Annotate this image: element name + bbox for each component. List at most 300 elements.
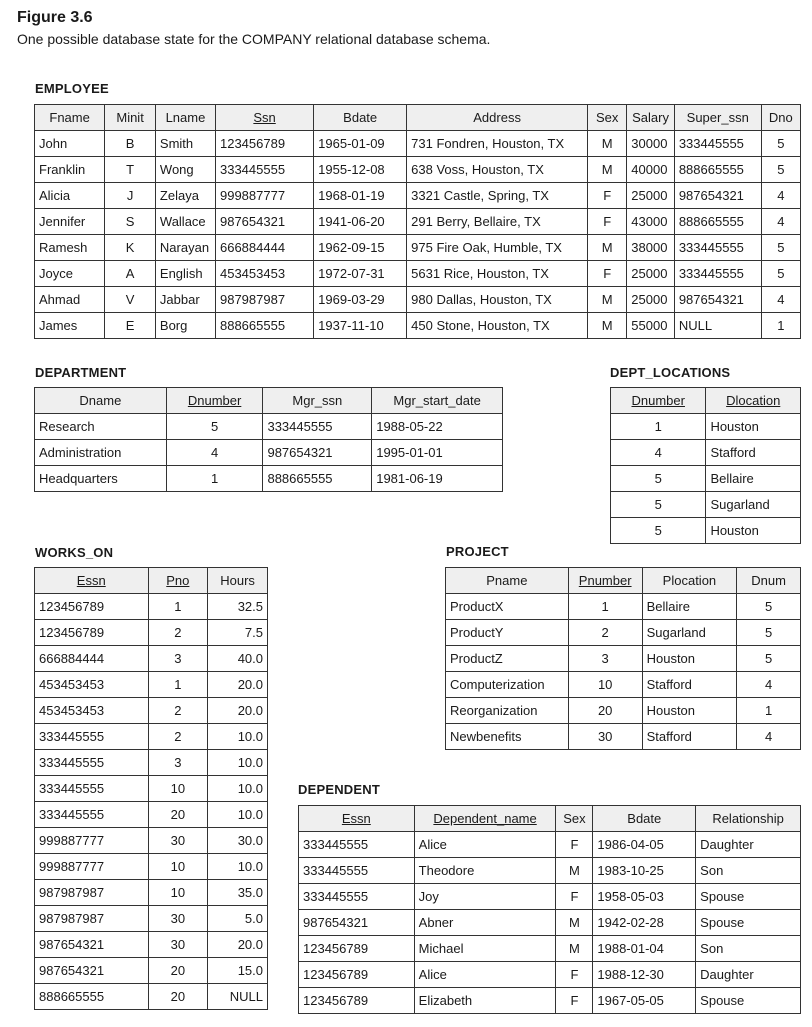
- table-row: [35, 157, 801, 183]
- dependent-cell: Alice: [414, 962, 556, 988]
- employee-cell: English: [155, 261, 215, 287]
- project-cell: Computerization: [446, 672, 569, 698]
- employee-cell: Wallace: [155, 209, 215, 235]
- table-row: [35, 261, 801, 287]
- employee-cell: J: [105, 183, 156, 209]
- employee-cell: 5: [761, 235, 800, 261]
- works-on-cell: 453453453: [35, 672, 149, 698]
- employee-cell: 40000: [627, 157, 675, 183]
- table-row: [35, 724, 268, 750]
- employee-cell: 731 Fondren, Houston, TX: [407, 131, 588, 157]
- employee-cell: 638 Voss, Houston, TX: [407, 157, 588, 183]
- dept-locations-table: [610, 387, 801, 544]
- works-on-column-header: [35, 568, 149, 594]
- dependent-column-label: Essn: [341, 811, 371, 826]
- works-on-column-header: [148, 568, 208, 594]
- works-on-cell: 333445555: [35, 750, 149, 776]
- employee-column-header: [314, 105, 407, 131]
- dependent-cell: F: [556, 832, 593, 858]
- employee-column-header: [105, 105, 156, 131]
- works-on-column-label: Pno: [166, 573, 190, 588]
- dependent-cell: Son: [696, 936, 801, 962]
- dept-locations-cell: Houston: [706, 414, 801, 440]
- table-row: [611, 466, 801, 492]
- dependent-column-header: [299, 806, 415, 832]
- department-cell: 1988-05-22: [372, 414, 503, 440]
- project-column-header: [737, 568, 801, 594]
- project-cell: 3: [568, 646, 642, 672]
- dependent-cell: 1986-04-05: [593, 832, 696, 858]
- project-column-header: [446, 568, 569, 594]
- works-on-cell: 10.0: [208, 854, 268, 880]
- table-row: [35, 932, 268, 958]
- table-row: [35, 209, 801, 235]
- employee-cell: John: [35, 131, 105, 157]
- dependent-cell: 1983-10-25: [593, 858, 696, 884]
- employee-cell: 333445555: [674, 261, 761, 287]
- project-cell: ProductY: [446, 620, 569, 646]
- dependent-cell: 123456789: [299, 962, 415, 988]
- employee-cell: 4: [761, 183, 800, 209]
- works-on-cell: 10: [148, 854, 208, 880]
- employee-cell: 1972-07-31: [314, 261, 407, 287]
- dependent-cell: F: [556, 884, 593, 910]
- table-row: [35, 131, 801, 157]
- dependent-cell: Son: [696, 858, 801, 884]
- employee-cell: 999887777: [215, 183, 313, 209]
- works-on-cell: 2: [148, 698, 208, 724]
- table-row: [446, 698, 801, 724]
- employee-cell: 333445555: [674, 235, 761, 261]
- dependent-cell: Michael: [414, 936, 556, 962]
- project-cell: Stafford: [642, 672, 737, 698]
- employee-cell: 30000: [627, 131, 675, 157]
- employee-cell: Borg: [155, 313, 215, 339]
- works-on-cell: 123456789: [35, 620, 149, 646]
- employee-cell: 25000: [627, 183, 675, 209]
- department-cell: 1: [166, 466, 263, 492]
- dependent-column-header: [696, 806, 801, 832]
- works-on-cell: 2: [148, 620, 208, 646]
- dependent-cell: F: [556, 962, 593, 988]
- project-cell: 30: [568, 724, 642, 750]
- works-on-cell: 20.0: [208, 932, 268, 958]
- employee-header-row: [35, 105, 801, 131]
- dept-locations-column-label: Dnumber: [631, 393, 685, 408]
- figure-caption: One possible database state for the COMPANY relational database schema.: [17, 31, 491, 47]
- employee-column-label: Ssn: [253, 110, 276, 125]
- project-cell: Reorganization: [446, 698, 569, 724]
- works-on-cell: 987654321: [35, 958, 149, 984]
- dependent-cell: Elizabeth: [414, 988, 556, 1014]
- department-cell: 888665555: [263, 466, 372, 492]
- project-column-header: [642, 568, 737, 594]
- employee-cell: 5: [761, 131, 800, 157]
- project-cell: Sugarland: [642, 620, 737, 646]
- employee-column-label: Dno: [768, 110, 793, 125]
- project-cell: ProductZ: [446, 646, 569, 672]
- works-on-cell: 333445555: [35, 724, 149, 750]
- project-cell: 5: [737, 594, 801, 620]
- table-row: [35, 854, 268, 880]
- department-cell: 987654321: [263, 440, 372, 466]
- employee-cell: M: [588, 287, 627, 313]
- project-cell: Bellaire: [642, 594, 737, 620]
- works-on-cell: 20: [148, 802, 208, 828]
- employee-column-header: [761, 105, 800, 131]
- works-on-cell: 999887777: [35, 854, 149, 880]
- works-on-cell: 32.5: [208, 594, 268, 620]
- project-cell: 2: [568, 620, 642, 646]
- works-on-cell: 1: [148, 594, 208, 620]
- dept-locations-cell: Bellaire: [706, 466, 801, 492]
- works-on-column-label: Essn: [76, 573, 106, 588]
- dependent-column-label: Relationship: [712, 811, 784, 826]
- dept-locations-cell: 5: [611, 518, 706, 544]
- table-row: [35, 698, 268, 724]
- works-on-cell: 7.5: [208, 620, 268, 646]
- table-row: [35, 802, 268, 828]
- dependent-cell: 1988-01-04: [593, 936, 696, 962]
- department-cell: 4: [166, 440, 263, 466]
- table-row: [446, 594, 801, 620]
- table-row: [35, 906, 268, 932]
- department-column-label: Dname: [79, 393, 122, 408]
- works-on-cell: 30: [148, 906, 208, 932]
- employee-cell: Jennifer: [35, 209, 105, 235]
- table-row: [299, 858, 801, 884]
- table-row: [446, 646, 801, 672]
- works-on-cell: 15.0: [208, 958, 268, 984]
- department-cell: Research: [35, 414, 167, 440]
- dependent-title: DEPENDENT: [298, 782, 380, 797]
- table-row: [35, 594, 268, 620]
- employee-cell: 38000: [627, 235, 675, 261]
- dependent-header-row: [299, 806, 801, 832]
- project-cell: Houston: [642, 698, 737, 724]
- dependent-cell: 333445555: [299, 884, 415, 910]
- table-row: [35, 466, 503, 492]
- dependent-cell: F: [556, 988, 593, 1014]
- employee-cell: 291 Berry, Bellaire, TX: [407, 209, 588, 235]
- employee-cell: Zelaya: [155, 183, 215, 209]
- employee-cell: 1941-06-20: [314, 209, 407, 235]
- dependent-cell: 1988-12-30: [593, 962, 696, 988]
- employee-column-label: Fname: [49, 110, 90, 125]
- works-on-cell: 30.0: [208, 828, 268, 854]
- department-cell: 5: [166, 414, 263, 440]
- employee-table: [34, 104, 801, 339]
- employee-cell: B: [105, 131, 156, 157]
- dependent-column-label: Bdate: [627, 811, 662, 826]
- employee-cell: M: [588, 157, 627, 183]
- employee-cell: 1955-12-08: [314, 157, 407, 183]
- employee-cell: M: [588, 235, 627, 261]
- works-on-header-row: [35, 568, 268, 594]
- works-on-cell: 1: [148, 672, 208, 698]
- employee-cell: 25000: [627, 261, 675, 287]
- employee-cell: A: [105, 261, 156, 287]
- employee-column-header: [627, 105, 675, 131]
- employee-column-label: Minit: [116, 110, 144, 125]
- project-header-row: [446, 568, 801, 594]
- table-row: [299, 884, 801, 910]
- works-on-cell: 30: [148, 828, 208, 854]
- project-column-label: Pnumber: [578, 573, 632, 588]
- table-row: [35, 620, 268, 646]
- employee-column-header: [674, 105, 761, 131]
- works-on-cell: 3: [148, 646, 208, 672]
- employee-column-label: Address: [473, 110, 521, 125]
- works-on-cell: 987654321: [35, 932, 149, 958]
- project-cell: 1: [568, 594, 642, 620]
- table-row: [35, 750, 268, 776]
- works-on-column-label: Hours: [220, 573, 255, 588]
- project-cell: 5: [737, 620, 801, 646]
- employee-cell: M: [588, 131, 627, 157]
- dependent-table: [298, 805, 801, 1014]
- employee-cell: 987987987: [215, 287, 313, 313]
- project-cell: 20: [568, 698, 642, 724]
- works-on-cell: 333445555: [35, 776, 149, 802]
- department-column-header: [166, 388, 263, 414]
- works-on-cell: 10.0: [208, 776, 268, 802]
- table-row: [35, 672, 268, 698]
- dependent-cell: 1958-05-03: [593, 884, 696, 910]
- dept-locations-cell: Houston: [706, 518, 801, 544]
- department-table: [34, 387, 503, 492]
- works-on-cell: 10.0: [208, 724, 268, 750]
- dependent-cell: Spouse: [696, 910, 801, 936]
- employee-cell: 453453453: [215, 261, 313, 287]
- department-title: DEPARTMENT: [35, 365, 127, 380]
- table-row: [611, 518, 801, 544]
- dependent-cell: Theodore: [414, 858, 556, 884]
- employee-cell: NULL: [674, 313, 761, 339]
- dept-locations-cell: Sugarland: [706, 492, 801, 518]
- employee-column-label: Salary: [632, 110, 669, 125]
- dependent-cell: 123456789: [299, 936, 415, 962]
- department-column-header: [35, 388, 167, 414]
- project-title: PROJECT: [446, 544, 509, 559]
- table-row: [299, 988, 801, 1014]
- figure-number: Figure 3.6: [17, 9, 93, 26]
- employee-cell: 1937-11-10: [314, 313, 407, 339]
- table-row: [35, 880, 268, 906]
- project-cell: 4: [737, 724, 801, 750]
- employee-column-label: Sex: [595, 110, 619, 125]
- department-cell: 1995-01-01: [372, 440, 503, 466]
- department-column-label: Dnumber: [187, 393, 242, 408]
- employee-cell: 980 Dallas, Houston, TX: [407, 287, 588, 313]
- project-cell: 1: [737, 698, 801, 724]
- employee-cell: 1962-09-15: [314, 235, 407, 261]
- department-cell: 333445555: [263, 414, 372, 440]
- table-row: [446, 724, 801, 750]
- dept-locations-cell: Stafford: [706, 440, 801, 466]
- employee-cell: 1968-01-19: [314, 183, 407, 209]
- employee-column-header: [215, 105, 313, 131]
- employee-cell: T: [105, 157, 156, 183]
- table-row: [35, 414, 503, 440]
- project-cell: 10: [568, 672, 642, 698]
- works-on-cell: 123456789: [35, 594, 149, 620]
- dependent-cell: Spouse: [696, 988, 801, 1014]
- dept-locations-column-label: Dlocation: [726, 393, 781, 408]
- works-on-cell: 987987987: [35, 880, 149, 906]
- dependent-column-header: [593, 806, 696, 832]
- works-on-column-header: [208, 568, 268, 594]
- employee-cell: 4: [761, 287, 800, 313]
- works-on-cell: 666884444: [35, 646, 149, 672]
- works-on-cell: 2: [148, 724, 208, 750]
- employee-cell: F: [588, 209, 627, 235]
- employee-cell: Smith: [155, 131, 215, 157]
- dependent-cell: M: [556, 936, 593, 962]
- works-on-cell: 20: [148, 958, 208, 984]
- dependent-column-label: Dependent_name: [433, 811, 537, 826]
- works-on-cell: 35.0: [208, 880, 268, 906]
- table-row: [35, 440, 503, 466]
- employee-cell: 55000: [627, 313, 675, 339]
- employee-cell: F: [588, 261, 627, 287]
- employee-cell: James: [35, 313, 105, 339]
- department-cell: Administration: [35, 440, 167, 466]
- works-on-cell: 5.0: [208, 906, 268, 932]
- project-column-label: Dnum: [751, 573, 786, 588]
- table-row: [611, 492, 801, 518]
- dept-locations-header-row: [611, 388, 801, 414]
- table-row: [446, 620, 801, 646]
- employee-cell: V: [105, 287, 156, 313]
- employee-column-header: [588, 105, 627, 131]
- project-cell: 4: [737, 672, 801, 698]
- employee-column-header: [35, 105, 105, 131]
- project-table: [445, 567, 801, 750]
- works-on-cell: 10.0: [208, 802, 268, 828]
- dept-locations-cell: 1: [611, 414, 706, 440]
- employee-cell: 987654321: [674, 287, 761, 313]
- dependent-cell: Spouse: [696, 884, 801, 910]
- table-row: [611, 440, 801, 466]
- table-row: [35, 313, 801, 339]
- employee-cell: 333445555: [674, 131, 761, 157]
- works-on-cell: NULL: [208, 984, 268, 1010]
- dependent-cell: Joy: [414, 884, 556, 910]
- dependent-cell: 1942-02-28: [593, 910, 696, 936]
- dependent-cell: 1967-05-05: [593, 988, 696, 1014]
- dependent-cell: M: [556, 910, 593, 936]
- department-cell: Headquarters: [35, 466, 167, 492]
- employee-cell: 975 Fire Oak, Humble, TX: [407, 235, 588, 261]
- dept-locations-cell: 5: [611, 466, 706, 492]
- employee-cell: 5: [761, 157, 800, 183]
- employee-column-label: Bdate: [343, 110, 378, 125]
- employee-cell: 666884444: [215, 235, 313, 261]
- department-header-row: [35, 388, 503, 414]
- dependent-cell: 987654321: [299, 910, 415, 936]
- project-cell: Stafford: [642, 724, 737, 750]
- table-row: [35, 776, 268, 802]
- works-on-cell: 333445555: [35, 802, 149, 828]
- employee-column-label: Super_ssn: [686, 110, 749, 125]
- works-on-cell: 888665555: [35, 984, 149, 1010]
- dependent-cell: Alice: [414, 832, 556, 858]
- employee-cell: S: [105, 209, 156, 235]
- project-column-header: [568, 568, 642, 594]
- table-row: [35, 984, 268, 1010]
- project-column-label: Plocation: [662, 573, 717, 588]
- works-on-cell: 10: [148, 776, 208, 802]
- employee-cell: Franklin: [35, 157, 105, 183]
- dependent-cell: M: [556, 858, 593, 884]
- dept-locations-cell: 5: [611, 492, 706, 518]
- dept-locations-column-header: [706, 388, 801, 414]
- department-cell: 1981-06-19: [372, 466, 503, 492]
- dependent-cell: Abner: [414, 910, 556, 936]
- employee-cell: Jabbar: [155, 287, 215, 313]
- employee-cell: 123456789: [215, 131, 313, 157]
- works-on-cell: 10: [148, 880, 208, 906]
- employee-cell: Wong: [155, 157, 215, 183]
- works-on-table: [34, 567, 268, 1010]
- table-row: [299, 832, 801, 858]
- works-on-cell: 40.0: [208, 646, 268, 672]
- works-on-cell: 20.0: [208, 698, 268, 724]
- employee-cell: 987654321: [215, 209, 313, 235]
- project-cell: ProductX: [446, 594, 569, 620]
- project-cell: Houston: [642, 646, 737, 672]
- employee-cell: M: [588, 313, 627, 339]
- table-row: [35, 646, 268, 672]
- employee-cell: F: [588, 183, 627, 209]
- employee-column-label: Lname: [165, 110, 206, 125]
- employee-cell: 1: [761, 313, 800, 339]
- dept-locations-title: DEPT_LOCATIONS: [610, 365, 731, 380]
- dependent-column-header: [414, 806, 556, 832]
- works-on-cell: 30: [148, 932, 208, 958]
- department-column-header: [372, 388, 503, 414]
- works-on-cell: 999887777: [35, 828, 149, 854]
- table-row: [35, 287, 801, 313]
- employee-cell: E: [105, 313, 156, 339]
- employee-cell: Alicia: [35, 183, 105, 209]
- employee-cell: K: [105, 235, 156, 261]
- employee-cell: 333445555: [215, 157, 313, 183]
- dependent-column-header: [556, 806, 593, 832]
- employee-column-header: [407, 105, 588, 131]
- works-on-cell: 10.0: [208, 750, 268, 776]
- employee-cell: 25000: [627, 287, 675, 313]
- table-row: [35, 235, 801, 261]
- dependent-cell: 123456789: [299, 988, 415, 1014]
- department-column-label: Mgr_start_date: [393, 393, 481, 408]
- employee-title: EMPLOYEE: [35, 81, 109, 96]
- table-row: [446, 672, 801, 698]
- works-on-cell: 3: [148, 750, 208, 776]
- employee-cell: 5631 Rice, Houston, TX: [407, 261, 588, 287]
- project-column-label: Pname: [486, 573, 528, 588]
- works-on-cell: 987987987: [35, 906, 149, 932]
- works-on-cell: 20.0: [208, 672, 268, 698]
- dependent-cell: 333445555: [299, 832, 415, 858]
- department-column-header: [263, 388, 372, 414]
- employee-cell: Ahmad: [35, 287, 105, 313]
- dependent-cell: Daughter: [696, 832, 801, 858]
- employee-cell: 1969-03-29: [314, 287, 407, 313]
- table-row: [35, 828, 268, 854]
- employee-cell: 3321 Castle, Spring, TX: [407, 183, 588, 209]
